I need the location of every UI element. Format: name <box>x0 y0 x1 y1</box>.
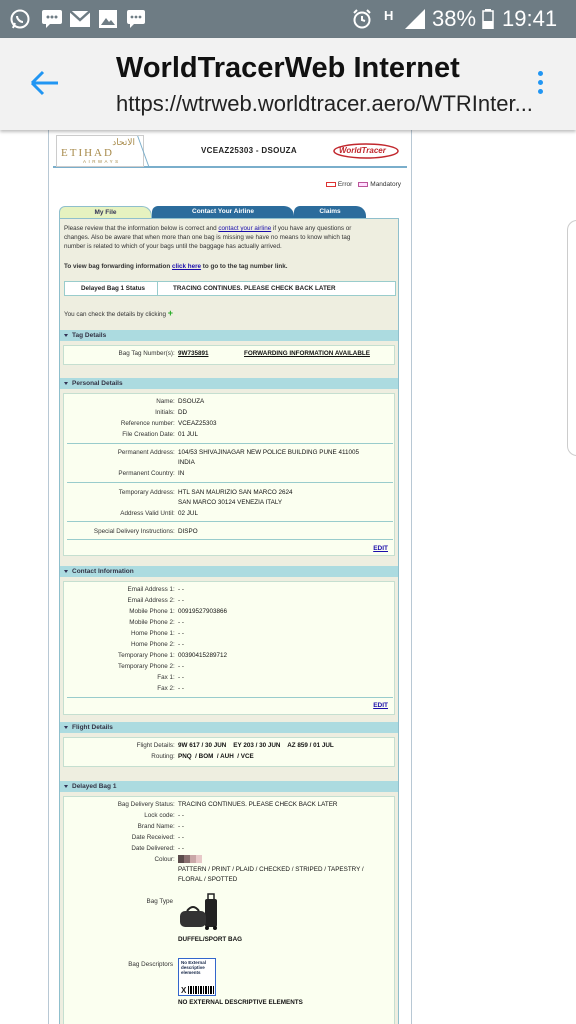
web-content[interactable] <box>0 130 576 1024</box>
field-label: Temporary Phone 1 <box>118 652 173 659</box>
field-label: Special Delivery Instructions <box>93 528 173 535</box>
field-label: Permanent Address <box>117 449 173 456</box>
whatsapp-icon <box>8 9 32 29</box>
colour-swatch <box>178 855 202 863</box>
field-label: Temporary Address <box>118 489 173 496</box>
detail-row: Email Address 2 : - - <box>127 597 184 604</box>
row-reference: Reference number : VCEAZ25303 <box>120 420 217 427</box>
field-value: 01 JUL <box>178 431 198 438</box>
row-permanent-address: Permanent Address : 104/53 SHIVAJINAGAR NEW POLICE BUILDING PUNE 411005 <box>117 449 360 456</box>
divider <box>67 697 393 698</box>
forwarding-text: To view bag forwarding information click here to go to the tag number link. <box>64 263 288 270</box>
tag-details-box <box>63 345 395 365</box>
url-bar[interactable]: https://wtrweb.worldtracer.aero/WTRInter... <box>116 91 533 116</box>
divider <box>67 521 393 522</box>
messaging-icon <box>40 9 64 29</box>
section-tag-details[interactable]: Tag Details <box>60 330 398 341</box>
field-label: Date Delivered <box>131 845 173 852</box>
detail-row: Temporary Phone 1 : 00390415289712 <box>118 652 228 659</box>
field-label: Fax 2 <box>157 685 173 692</box>
detail-row: Fax 2 : - - <box>157 685 184 692</box>
field-value: - - <box>178 685 184 692</box>
detail-row: Fax 1 : - - <box>157 674 184 681</box>
click-here-link[interactable]: click here <box>171 263 202 270</box>
detail-row: Home Phone 2 : - - <box>130 641 184 648</box>
row-creation-date: File Creation Date : 01 JUL <box>122 431 198 438</box>
field-value: NO EXTERNAL DESCRIPTIVE ELEMENTS <box>178 999 303 1006</box>
overflow-menu-icon[interactable] <box>532 68 548 98</box>
field-label: Initials <box>155 409 173 416</box>
field-value: DD <box>178 409 188 416</box>
row-address-valid: Address Valid Until : 02 JUL <box>120 510 198 517</box>
field-label: Date Received <box>131 834 173 841</box>
detail-row: Flight Details : 9W 617 / 30 JUN EY 203 / 30 JUN AZ 859 / 01 JUL <box>136 742 334 749</box>
field-label: Bag Tag Number(s) <box>118 350 173 357</box>
page-header <box>53 130 407 168</box>
bag-status-box <box>64 281 396 296</box>
duffel-bag-image <box>177 893 221 933</box>
field-value: 104/53 SHIVAJINAGAR NEW POLICE BUILDING PUNE 411005 <box>178 449 360 456</box>
tag-row: Bag Tag Number(s) : 9W735891 FORWARDING INFORMATION AVAILABLE <box>118 350 370 357</box>
section-contact-information[interactable]: Contact Information <box>60 566 398 577</box>
legend-mandatory: Mandatory <box>358 181 401 188</box>
alarm-icon <box>350 9 374 29</box>
flight-details-box <box>63 737 395 767</box>
tab-bar <box>59 206 399 218</box>
field-value: - - <box>178 845 184 852</box>
field-label: Routing <box>151 753 173 760</box>
field-label: File Creation Date <box>122 431 173 438</box>
field-label: Brand Name <box>137 823 173 830</box>
field-value: HTL SAN MAURIZIO SAN MARCO 2624 <box>178 489 293 496</box>
forwarding-info-link[interactable]: FORWARDING INFORMATION AVAILABLE <box>244 350 370 357</box>
side-handle[interactable] <box>567 220 576 456</box>
plus-icon[interactable]: + <box>167 308 173 318</box>
tab-my-file[interactable]: My File <box>59 206 152 218</box>
field-value: - - <box>178 630 184 637</box>
detail-row <box>64 961 396 971</box>
field-label: Bag Type <box>146 898 173 905</box>
field-value: - - <box>178 674 184 681</box>
field-value: - - <box>178 663 184 670</box>
field-value: 02 JUL <box>178 510 198 517</box>
field-value: SAN MARCO 30124 VENEZIA ITALY <box>178 499 283 506</box>
field-label: Name <box>156 398 173 405</box>
divider <box>67 482 393 483</box>
detail-row: Date Delivered : - - <box>131 845 184 852</box>
detail-row: Email Address 1 : - - <box>127 586 184 593</box>
row-special-instructions: Special Delivery Instructions : DISPO <box>93 528 198 535</box>
legend-error: Error <box>326 181 352 188</box>
bag-status-label: Delayed Bag 1 Status <box>81 285 146 292</box>
clock: 19:41 <box>502 6 558 31</box>
detail-row: Routing : PNQ / BOM / AUH / VCE <box>151 753 254 760</box>
gallery-icon <box>97 9 119 29</box>
gmail-icon <box>68 9 92 29</box>
field-label: Reference number <box>120 420 173 427</box>
colour-swatch-3 <box>196 855 202 863</box>
detail-row: Lock code : - - <box>144 812 184 819</box>
detail-row <box>64 999 396 1009</box>
delayed-bag-box <box>63 796 395 1024</box>
my-file-panel <box>59 218 399 1024</box>
section-flight-details[interactable]: Flight Details <box>60 722 398 733</box>
browser-app-bar <box>0 38 576 130</box>
field-value: - - <box>178 597 184 604</box>
field-value: - - <box>178 586 184 593</box>
tab-contact-airline[interactable]: Contact Your Airline <box>152 206 294 218</box>
detail-row: Mobile Phone 1 : 00919527903866 <box>129 608 228 615</box>
intro-text: Please review that the information below is correct and contact your airline if you have any questions or <box>64 225 352 232</box>
detail-row <box>64 876 396 886</box>
edit-personal-link[interactable]: EDIT <box>373 545 388 552</box>
intro-text-3: number is related to which of your bags until the baggage has actually arrived. <box>64 243 282 250</box>
detail-row <box>64 459 396 469</box>
detail-row: Home Phone 1 : - - <box>130 630 184 637</box>
signal-icon <box>402 9 426 29</box>
section-delayed-bag[interactable]: Delayed Bag 1 <box>60 781 398 792</box>
field-label: Home Phone 1 <box>130 630 173 637</box>
detail-row <box>64 499 396 509</box>
field-value: INDIA <box>178 459 195 466</box>
field-label: Lock code <box>144 812 173 819</box>
divider <box>67 539 393 540</box>
field-label: Bag Delivery Status <box>117 801 173 808</box>
edit-contact-link[interactable]: EDIT <box>373 702 388 709</box>
detail-row <box>64 898 396 908</box>
tab-claims[interactable]: Claims <box>294 206 366 218</box>
intro-text-2: changes. Also be aware that when more than one bag is missing we have no means to know which tag <box>64 234 351 241</box>
field-value: VCEAZ25303 <box>178 420 217 427</box>
field-label: Fax 1 <box>157 674 173 681</box>
worldtracer-logo: WorldTracer <box>333 143 399 159</box>
worldtracer-page <box>53 130 407 1024</box>
detail-row: Date Received : - - <box>131 834 184 841</box>
etihad-logo: الاتحاد ETIHAD AIRWAYS <box>56 135 144 167</box>
battery-icon <box>480 9 496 29</box>
row-initials: Initials : DD <box>155 409 188 416</box>
chat-icon <box>125 9 147 29</box>
field-value: IN <box>178 470 185 477</box>
field-value: DUFFEL/SPORT BAG <box>178 936 243 943</box>
battery-percent: 38% <box>432 6 477 31</box>
check-details-text: You can check the details by clicking + <box>64 308 173 318</box>
network-type: H <box>384 8 394 23</box>
field-label: Temporary Phone 2 <box>118 663 173 670</box>
field-label: Mobile Phone 1 <box>129 608 173 615</box>
field-label: Email Address 1 <box>127 586 173 593</box>
detail-row: Mobile Phone 2 : - - <box>129 619 184 626</box>
detail-row: Temporary Phone 2 : - - <box>118 663 184 670</box>
bag-status-value: TRACING CONTINUES. PLEASE CHECK BACK LATER <box>173 285 336 292</box>
status-divider <box>157 282 158 295</box>
status-bar <box>0 0 576 38</box>
divider <box>67 443 393 444</box>
field-label: Address Valid Until <box>120 510 173 517</box>
field-value: PNQ / BOM / AUH / VCE <box>178 753 254 760</box>
descriptor-badge: No External descriptive elements X <box>178 958 216 996</box>
row-name: Name : DSOUZA <box>156 398 205 405</box>
file-reference: VCEAZ25303 - DSOUZA <box>201 146 297 155</box>
field-label: Flight Details <box>136 742 173 749</box>
field-label: Bag Descriptors <box>128 961 173 968</box>
field-value: - - <box>178 619 184 626</box>
detail-row <box>64 866 396 876</box>
field-value: 9W 617 / 30 JUN EY 203 / 30 JUN AZ 859 / 01 JUL <box>178 742 334 749</box>
bag-tag-link[interactable]: 9W735891 <box>178 350 209 357</box>
section-personal-details[interactable]: Personal Details <box>60 378 398 389</box>
detail-row: Bag Delivery Status : TRACING CONTINUES. PLEASE CHECK BACK LATER <box>117 801 338 808</box>
field-label: Colour <box>154 856 173 863</box>
field-value: DSOUZA <box>178 398 205 405</box>
field-value: TRACING CONTINUES. PLEASE CHECK BACK LATER <box>178 801 338 808</box>
field-value: - - <box>178 834 184 841</box>
contact-airline-link[interactable]: contact your airline <box>218 225 272 232</box>
page-title: WorldTracerWeb Internet <box>116 52 460 84</box>
field-value: FLORAL / SPOTTED <box>178 876 238 883</box>
field-value: PATTERN / PRINT / PLAID / CHECKED / STRIPED / TAPESTRY / <box>178 866 364 873</box>
field-value: - - <box>178 641 184 648</box>
field-value: - - <box>178 812 184 819</box>
contact-info-box <box>63 581 395 715</box>
back-arrow-icon[interactable] <box>28 66 62 100</box>
field-label: Mobile Phone 2 <box>129 619 173 626</box>
personal-details-box <box>63 393 395 556</box>
legend <box>326 181 401 188</box>
field-label: Permanent Country <box>118 470 173 477</box>
field-label: Home Phone 2 <box>130 641 173 648</box>
row-temporary-address: Temporary Address : HTL SAN MAURIZIO SAN MARCO 2624 <box>118 489 293 496</box>
field-value: - - <box>178 823 184 830</box>
row-permanent-country: Permanent Country : IN <box>118 470 185 477</box>
detail-row: Colour : <box>154 856 175 863</box>
detail-row <box>64 936 396 946</box>
field-value: DISPO <box>178 528 198 535</box>
detail-row: Brand Name : - - <box>137 823 184 830</box>
field-value: 00919527903866 <box>178 608 228 615</box>
field-label: Email Address 2 <box>127 597 173 604</box>
field-value: 00390415289712 <box>178 652 228 659</box>
